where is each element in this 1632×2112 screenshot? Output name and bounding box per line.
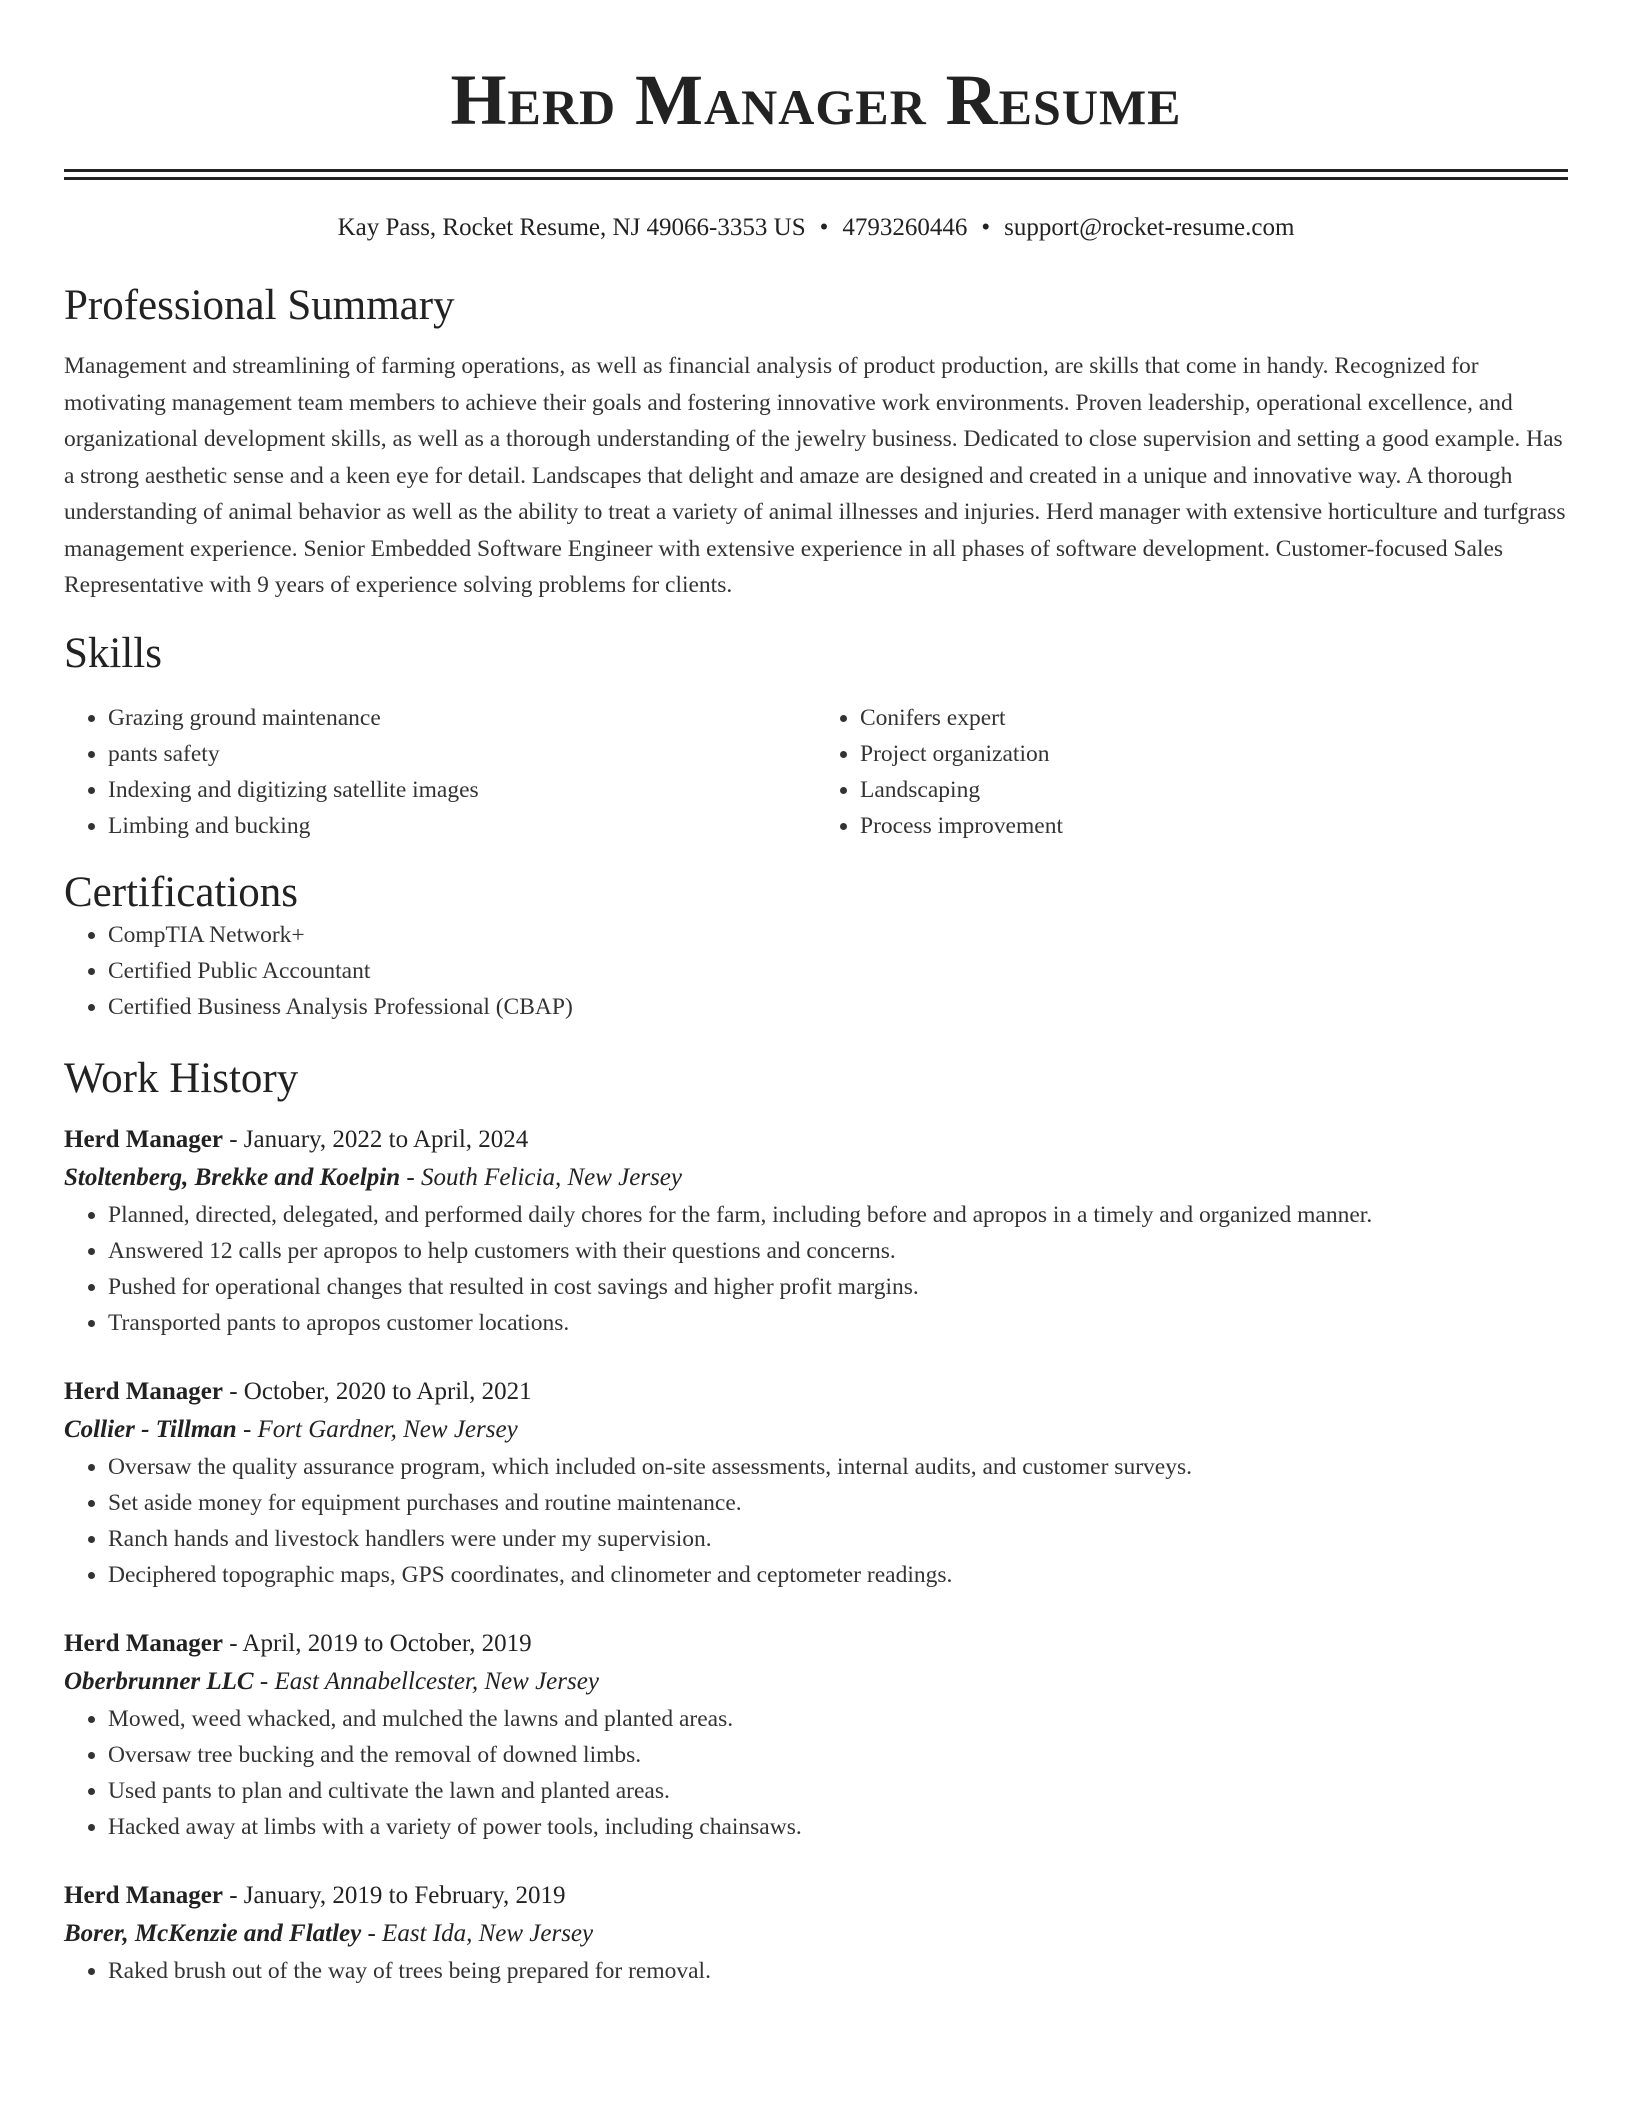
job-duty: • Ranch hands and livestock handlers were under my supervision.: [108, 1521, 1568, 1557]
employer-name: Stoltenberg, Brekke and Koelpin: [64, 1163, 401, 1191]
job-duty: • Planned, directed, delegated, and performed daily chores for the farm, including before and apropos in a timely and organized manner.: [108, 1197, 1568, 1233]
job-title: Herd Manager: [64, 1881, 223, 1909]
job-title-line: [64, 1121, 1568, 1159]
skill-item: • Process improvement: [860, 808, 1568, 844]
employer-name: Collier - Tillman: [64, 1415, 237, 1443]
job-dates: - October, 2020 to April, 2021: [222, 1377, 532, 1405]
employer-line: [64, 1915, 1568, 1953]
employer-location: - East Annabellcester, New Jersey: [253, 1667, 599, 1695]
employer-location: - Fort Gardner, New Jersey: [236, 1415, 518, 1443]
skill-item: • Conifers expert: [860, 700, 1568, 736]
job-entry: [64, 1373, 1568, 1593]
job-title-line: [64, 1373, 1568, 1411]
job-duty: • Raked brush out of the way of trees being prepared for removal.: [108, 1953, 1568, 1989]
employer-location: - South Felicia, New Jersey: [400, 1163, 683, 1191]
skill-item: • Grazing ground maintenance: [108, 700, 816, 736]
title-divider-bottom: [64, 177, 1568, 180]
job-duty: • Deciphered topographic maps, GPS coordinates, and clinometer and ceptometer readings.: [108, 1557, 1568, 1593]
job-duty: • Transported pants to apropos customer locations.: [108, 1305, 1568, 1341]
job-title-line: [64, 1877, 1568, 1915]
job-duty: • Hacked away at limbs with a variety of power tools, including chainsaws.: [108, 1809, 1568, 1845]
certification-item: • Certified Public Accountant: [108, 953, 1568, 989]
job-duties-list: [64, 1197, 1568, 1341]
job-dates: - April, 2019 to October, 2019: [222, 1629, 532, 1657]
skills-heading: Skills: [64, 629, 162, 677]
summary-text: Management and streamlining of farming operations, as well as financial analysis of product production, are skills that come in handy. Recognized for motivating management team members to achieve their goals and fostering innovative work environments. Proven leadership, operational excellence, and organizational development skills, as well as a thorough understanding of the jewelry business. Dedicated to close supervision and setting a good example. Has a strong aesthetic sense and a keen eye for detail. Landscapes that delight and amaze are designed and created in a unique and innovative way. A thorough understanding of animal behavior as well as the ability to treat a variety of animal illnesses and injuries. Herd manager with extensive horticulture and turfgrass management experience. Senior Embedded Software Engineer with extensive experience in all phases of software development. Customer-focused Sales Representative with 9 years of experience solving problems for clients.: [64, 353, 1566, 598]
skill-item: • pants safety: [108, 736, 816, 772]
certification-item: • Certified Business Analysis Professional (CBAP): [108, 989, 1568, 1025]
skill-item: • Limbing and bucking: [108, 808, 816, 844]
title-divider-top: [64, 169, 1568, 172]
job-duty: • Pushed for operational changes that resulted in cost savings and higher profit margins.: [108, 1269, 1568, 1305]
job-entry: [64, 1121, 1568, 1341]
skill-item: • Landscaping: [860, 772, 1568, 808]
contact-address: Kay Pass, Rocket Resume, NJ 49066-3353 US: [337, 214, 806, 241]
employer-name: Borer, McKenzie and Flatley: [64, 1919, 362, 1947]
job-duty: • Oversaw tree bucking and the removal of downed limbs.: [108, 1737, 1568, 1773]
job-duty: • Used pants to plan and cultivate the lawn and planted areas.: [108, 1773, 1568, 1809]
job-duty: • Mowed, weed whacked, and mulched the lawns and planted areas.: [108, 1701, 1568, 1737]
job-duties-list: [64, 1449, 1568, 1593]
certifications-list: [64, 917, 1568, 1025]
job-title: Herd Manager: [64, 1125, 223, 1153]
employer-location: - East Ida, New Jersey: [361, 1919, 594, 1947]
contact-email: support@rocket-resume.com: [1004, 214, 1295, 241]
certification-item: • CompTIA Network+: [108, 917, 1568, 953]
employer-line: [64, 1159, 1568, 1197]
job-duty: • Oversaw the quality assurance program, which included on-site assessments, internal audits, and customer surveys.: [108, 1449, 1568, 1485]
job-entry: [64, 1625, 1568, 1845]
work-history-heading: Work History: [64, 1054, 299, 1102]
skill-item: • Project organization: [860, 736, 1568, 772]
job-duty: • Set aside money for equipment purchases and routine maintenance.: [108, 1485, 1568, 1521]
employer-line: [64, 1663, 1568, 1701]
job-entry: [64, 1877, 1568, 1989]
skills-list-right: [816, 700, 1568, 844]
job-duty: • Answered 12 calls per apropos to help customers with their questions and concerns.: [108, 1233, 1568, 1269]
employer-line: [64, 1411, 1568, 1449]
skill-item: • Indexing and digitizing satellite images: [108, 772, 816, 808]
skills-list-left: [64, 700, 816, 844]
summary-heading: Professional Summary: [64, 282, 455, 329]
contact-line: [64, 213, 1568, 243]
job-duties-list: [64, 1953, 1568, 1989]
job-title: Herd Manager: [64, 1377, 223, 1405]
resume-title: Herd Manager Resume: [450, 60, 1182, 140]
contact-separator: •: [981, 214, 991, 241]
contact-phone: 4793260446: [842, 214, 968, 241]
job-duties-list: [64, 1701, 1568, 1845]
certifications-heading: Certifications: [64, 868, 299, 916]
job-dates: - January, 2019 to February, 2019: [222, 1881, 566, 1909]
job-dates: - January, 2022 to April, 2024: [222, 1125, 529, 1153]
employer-name: Oberbrunner LLC: [64, 1667, 254, 1695]
skills-columns: [64, 700, 1568, 844]
job-title: Herd Manager: [64, 1629, 223, 1657]
contact-separator: •: [819, 214, 829, 241]
job-title-line: [64, 1625, 1568, 1663]
